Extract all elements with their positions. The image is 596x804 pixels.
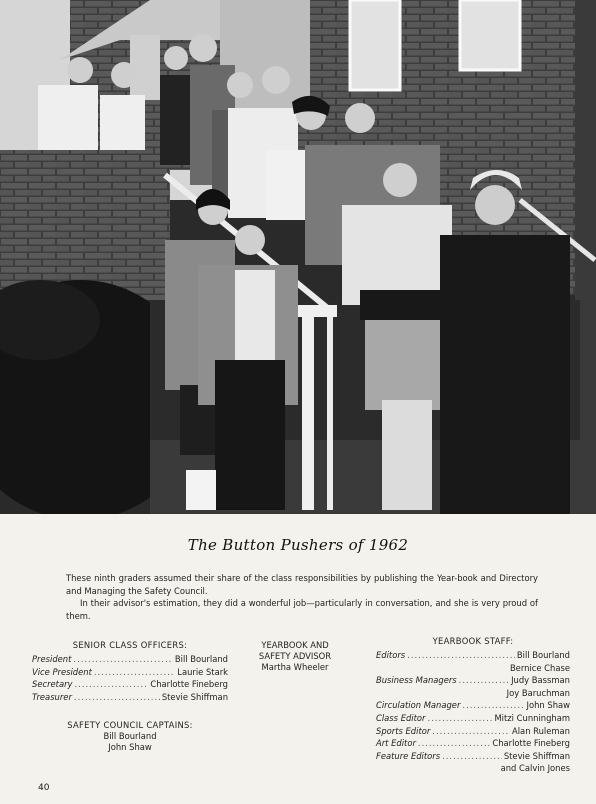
staff-name-continued: Joy Baruchman	[506, 687, 570, 698]
captain-name: Bill Bourland	[103, 731, 157, 741]
staff-name-continued: and Calvin Jones	[500, 763, 570, 774]
staff-row	[376, 725, 570, 738]
staff-role: Sports Editor	[376, 725, 431, 736]
leader-dots	[75, 678, 149, 691]
officer-row	[32, 653, 228, 666]
leader-dots	[427, 712, 492, 725]
officer-name: Laurie Stark	[177, 666, 228, 677]
staff-name-continued: Bernice Chase	[509, 662, 570, 673]
officer-role: Secretary	[32, 679, 73, 690]
staff-row	[376, 699, 570, 712]
staff-row	[376, 712, 570, 725]
leader-dots	[407, 649, 515, 662]
staff-name: Judy Bassman	[511, 675, 570, 686]
leader-dots	[94, 666, 175, 679]
staff-name: Mitzi Cunningham	[494, 712, 570, 723]
staff-row	[376, 750, 570, 763]
officer-row	[32, 678, 228, 691]
staff-name: John Shaw	[526, 700, 570, 711]
page-title: The Button Pushers of 1962	[187, 536, 409, 554]
leader-dots	[442, 750, 502, 763]
senior-officers-section	[32, 640, 228, 703]
staff-role: Feature Editors	[376, 750, 441, 761]
leader-dots	[459, 674, 509, 687]
staff-name: Charlotte Fineberg	[492, 738, 570, 749]
intro-paragraph-1: These ninth graders assumed their share of the class responsibilities by publishing the Year-book and Directory and Managing the Safety Council.	[66, 573, 538, 596]
page-number: 40	[38, 783, 50, 793]
advisor-name: Martha Wheeler	[261, 662, 329, 672]
advisor-heading-line-1: YEARBOOK AND	[261, 640, 329, 650]
captain-name: John Shaw	[108, 742, 152, 752]
intro-paragraph-2: In their advisor's estimation, they did a wonderful job—particularly in conversation, and she is very proud of them.	[66, 598, 538, 621]
officer-role: Treasurer	[32, 691, 72, 702]
staff-role: Art Editor	[376, 738, 416, 749]
officer-role: Vice President	[32, 666, 92, 677]
officer-name: Charlotte Fineberg	[150, 679, 228, 690]
intro-text	[66, 572, 538, 622]
staff-role: Circulation Manager	[376, 700, 461, 711]
officer-row	[32, 666, 228, 679]
advisor-heading-line-2: SAFETY ADVISOR	[258, 651, 332, 661]
leader-dots	[73, 653, 173, 666]
yearbook-staff-section	[376, 636, 570, 775]
staff-row	[376, 649, 570, 662]
advisor-section	[240, 640, 350, 673]
staff-role: Class Editor	[376, 712, 426, 723]
senior-officers-heading: SENIOR CLASS OFFICERS:	[72, 640, 188, 650]
staff-row	[376, 737, 570, 750]
officer-name: Stevie Shiffman	[161, 691, 228, 702]
safety-captains-heading: SAFETY COUNCIL CAPTAINS:	[67, 720, 193, 730]
staff-name: Alan Ruleman	[512, 725, 570, 736]
leader-dots	[418, 737, 490, 750]
officer-role: President	[32, 654, 72, 664]
yearbook-staff-heading: YEARBOOK STAFF:	[432, 636, 514, 646]
staff-role: Business Managers	[376, 675, 457, 686]
officer-row	[32, 691, 228, 704]
safety-captains-section	[40, 720, 220, 753]
officer-name: Bill Bourland	[174, 654, 228, 664]
leader-dots	[74, 691, 160, 704]
leader-dots	[432, 725, 510, 738]
leader-dots	[462, 699, 524, 712]
staff-role: Editors	[376, 650, 406, 660]
staff-name: Stevie Shiffman	[503, 750, 570, 761]
staff-row	[376, 674, 570, 687]
staff-name: Bill Bourland	[516, 650, 570, 660]
